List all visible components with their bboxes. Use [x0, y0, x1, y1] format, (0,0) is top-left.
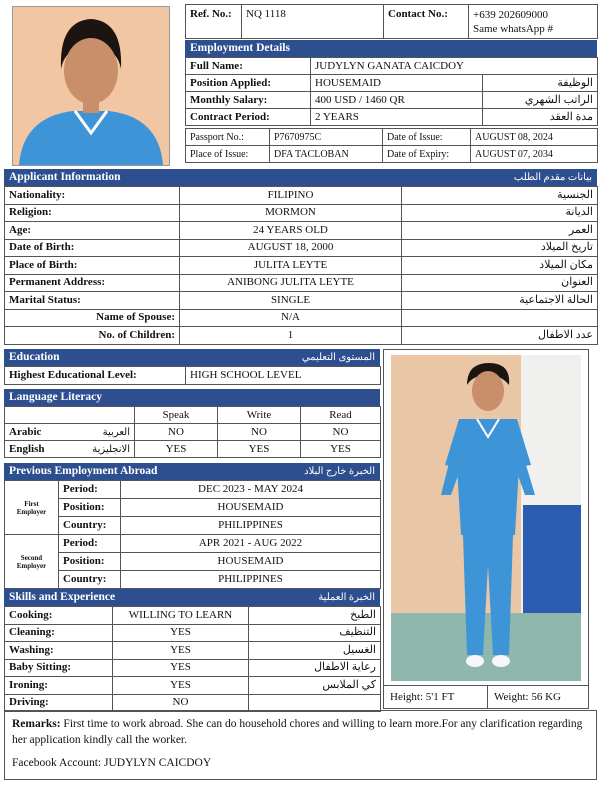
language-name-ar: العربية	[102, 426, 130, 438]
facebook-label: Facebook Account:	[12, 757, 102, 769]
ref-label: Ref. No.:	[186, 5, 242, 39]
language-col-write: Write	[218, 407, 301, 424]
language-value: YES	[135, 441, 218, 458]
height-label: Height:	[390, 691, 423, 703]
employment-value: HOUSEMAID	[311, 75, 483, 92]
language-col-read: Read	[301, 407, 381, 424]
period-label: Period:	[59, 535, 121, 553]
skills-header	[4, 589, 380, 606]
applicant-value: JULITA LEYTE	[180, 257, 402, 275]
applicant-label: Marital Status:	[5, 292, 180, 310]
skills-table	[4, 606, 381, 712]
applicant-ar: العمر	[402, 222, 598, 240]
skill-ar: كي الملابس	[249, 677, 381, 695]
education-title: Education	[9, 351, 60, 363]
skill-ar: التنظيف	[249, 624, 381, 642]
language-table	[4, 406, 381, 458]
education-header	[4, 349, 380, 366]
applicant-label: Name of Spouse:	[5, 309, 180, 327]
passport-value: P7670975C	[270, 129, 383, 146]
language-name-ar: الانجليزية	[92, 443, 130, 455]
employment-label: Monthly Salary:	[186, 92, 311, 109]
skill-label: Driving:	[5, 694, 113, 712]
applicant-label: Age:	[5, 222, 180, 240]
applicant-label: Nationality:	[5, 187, 180, 205]
applicant-ar: تاريخ الميلاد	[402, 239, 598, 257]
portrait-photo	[12, 6, 170, 166]
applicant-value: FILIPINO	[180, 187, 402, 205]
applicant-title: Applicant Information	[9, 171, 121, 183]
country-value: PHILIPPINES	[121, 517, 381, 535]
issue-date-value: AUGUST 08, 2024	[471, 129, 598, 146]
skill-value: YES	[113, 624, 249, 642]
country-label: Country:	[59, 517, 121, 535]
passport-label: Passport No.:	[186, 129, 270, 146]
skill-label: Ironing:	[5, 677, 113, 695]
previous-header	[4, 463, 380, 480]
previous-title: Previous Employment Abroad	[9, 465, 158, 477]
employment-ar: مدة العقد	[483, 109, 598, 126]
skill-label: Cleaning:	[5, 624, 113, 642]
full-body-photo	[391, 355, 581, 681]
previous-title-ar: الخبرة خارج البلاد	[304, 466, 375, 477]
language-name: Arabic	[9, 425, 42, 438]
contact-label: Contact No.:	[384, 5, 469, 39]
applicant-ar: مكان الميلاد	[402, 257, 598, 275]
applicant-label: Place of Birth:	[5, 257, 180, 275]
applicant-value: 24 YEARS OLD	[180, 222, 402, 240]
employment-ar: الراتب الشهري	[483, 92, 598, 109]
position-label: Position:	[59, 553, 121, 571]
language-value: NO	[301, 424, 381, 441]
applicant-value: 1	[180, 327, 402, 345]
previous-table	[4, 480, 381, 589]
skill-ar: الغسيل	[249, 642, 381, 660]
skills-title: Skills and Experience	[9, 591, 116, 603]
country-label: Country:	[59, 571, 121, 589]
language-value: NO	[218, 424, 301, 441]
applicant-ar: العنوان	[402, 274, 598, 292]
applicant-value: MORMON	[180, 204, 402, 222]
employer-tag: Employer	[16, 561, 47, 570]
contact-value: +639 202609000	[473, 9, 548, 21]
employment-value: JUDYLYN GANATA CAICDOY	[311, 58, 598, 75]
skill-label: Cooking:	[5, 607, 113, 625]
applicant-label: Religion:	[5, 204, 180, 222]
language-value: NO	[135, 424, 218, 441]
employer-tag: Second	[20, 553, 43, 562]
skill-value: WILLING TO LEARN	[113, 607, 249, 625]
period-value: APR 2021 - AUG 2022	[121, 535, 381, 553]
employment-label: Full Name:	[186, 58, 311, 75]
weight-label: Weight:	[494, 691, 529, 703]
issue-date-label: Date of Issue:	[383, 129, 471, 146]
employment-value: 400 USD / 1460 QR	[311, 92, 483, 109]
applicant-value: N/A	[180, 309, 402, 327]
period-value: DEC 2023 - MAY 2024	[121, 481, 381, 499]
education-title-ar: المستوى التعليمي	[301, 352, 375, 363]
header-table	[185, 4, 598, 39]
applicant-label: Permanent Address:	[5, 274, 180, 292]
period-label: Period:	[59, 481, 121, 499]
employment-label: Contract Period:	[186, 109, 311, 126]
applicant-title-ar: بيانات مقدم الطلب	[513, 172, 592, 183]
applicant-ar: الديانة	[402, 204, 598, 222]
skill-value: YES	[113, 677, 249, 695]
facebook-value: JUDYLYN CAICDOY	[103, 757, 212, 769]
weight-value: 56 KG	[531, 691, 561, 703]
applicant-header	[4, 169, 597, 186]
applicant-label: No. of Children:	[5, 327, 180, 345]
applicant-ar: عدد الاطفال	[402, 327, 598, 345]
expiry-label: Date of Expiry:	[383, 146, 471, 163]
applicant-label: Date of Birth:	[5, 239, 180, 257]
position-value: HOUSEMAID	[121, 499, 381, 517]
employer-tag: First	[24, 499, 39, 508]
remarks-label: Remarks:	[12, 718, 61, 730]
skill-ar	[249, 694, 381, 712]
language-col-speak: Speak	[135, 407, 218, 424]
position-label: Position:	[59, 499, 121, 517]
education-label: Highest Educational Level:	[5, 367, 186, 385]
applicant-table	[4, 186, 598, 345]
position-value: HOUSEMAID	[121, 553, 381, 571]
remarks-text: First time to work abroad. She can do household chores and willing to learn more.For any clarification regarding her application kindly call the worker.	[12, 718, 583, 746]
passport-table	[185, 128, 598, 163]
remarks-box	[4, 710, 597, 780]
employment-table	[185, 57, 598, 126]
skill-ar: رعاية الاطفال	[249, 659, 381, 677]
employment-ar: الوظيفة	[483, 75, 598, 92]
applicant-value: AUGUST 18, 2000	[180, 239, 402, 257]
full-body-photo-frame	[383, 349, 589, 709]
employment-label: Position Applied:	[186, 75, 311, 92]
language-value: YES	[301, 441, 381, 458]
applicant-ar: الحالة الاجتماعية	[402, 292, 598, 310]
skill-label: Baby Sitting:	[5, 659, 113, 677]
skill-value: YES	[113, 659, 249, 677]
skill-value: YES	[113, 642, 249, 660]
language-value: YES	[218, 441, 301, 458]
issue-place-value: DFA TACLOBAN	[270, 146, 383, 163]
height-value: 5'1 FT	[425, 691, 455, 703]
employer-tag: Employer	[16, 507, 47, 516]
employment-header: Employment Details	[185, 40, 597, 57]
skill-ar: الطبخ	[249, 607, 381, 625]
applicant-ar	[402, 309, 598, 327]
language-corner	[5, 407, 135, 424]
skill-value: NO	[113, 694, 249, 712]
applicant-value: SINGLE	[180, 292, 402, 310]
education-value: HIGH SCHOOL LEVEL	[186, 367, 381, 385]
country-value: PHILIPPINES	[121, 571, 381, 589]
skill-label: Washing:	[5, 642, 113, 660]
issue-place-label: Place of Issue:	[186, 146, 270, 163]
education-table	[4, 366, 381, 385]
language-header: Language Literacy	[4, 389, 380, 406]
applicant-value: ANIBONG JULITA LEYTE	[180, 274, 402, 292]
employment-value: 2 YEARS	[311, 109, 483, 126]
language-name: English	[9, 442, 45, 455]
applicant-ar: الجنسية	[402, 187, 598, 205]
skills-title-ar: الخبرة العملية	[318, 592, 375, 603]
contact-note: Same whatsApp #	[473, 23, 554, 35]
expiry-value: AUGUST 07, 2034	[471, 146, 598, 163]
ref-value: NQ 1118	[242, 5, 384, 39]
